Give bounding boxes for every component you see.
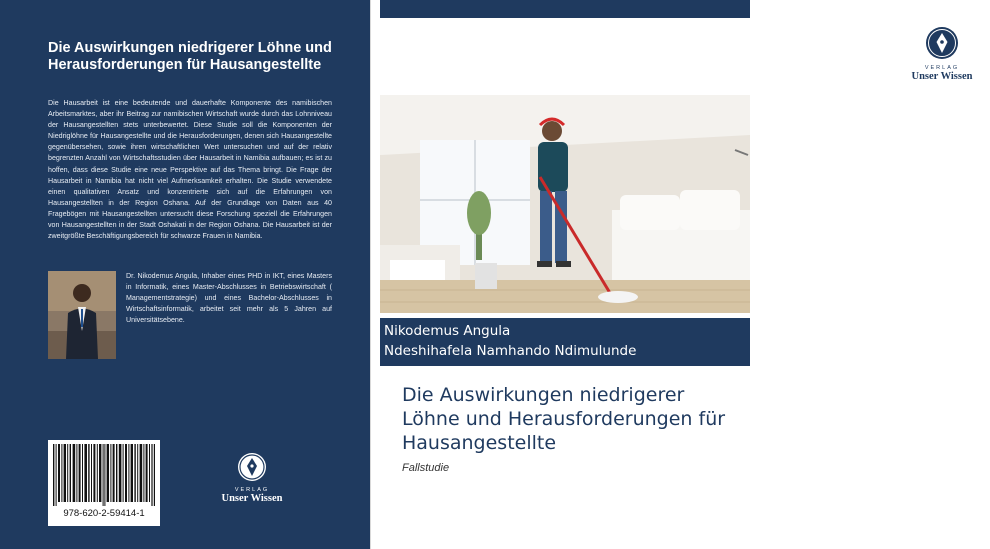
back-cover-author-bio: Dr. Nikodemus Angula, Inhaber eines PHD in IKT, eines Masters in Informatik, eines Master-Abschlusses in Betriebswirtschaft ( Managementstrategie) und eines Bachelor-Abschlusses in Wirtschaftsinformatik, arbeitet seit mehr als 5 Jahren auf Universitätsebene.: [126, 272, 332, 325]
back-cover-title: Die Auswirkungen niedrigerer Löhne und Herausforderungen für Hausangestellte: [48, 40, 332, 73]
author-band: [380, 318, 750, 366]
front-cover-subtitle: Fallstudie: [402, 462, 450, 474]
front-cover: [380, 0, 973, 549]
publisher-logo-icon: [925, 26, 959, 60]
isbn-number: 978-620-2-59414-1: [63, 508, 145, 519]
publisher-verlag-label: VERLAG: [234, 487, 270, 493]
front-top-band: [380, 0, 750, 18]
back-cover-abstract: Die Hausarbeit ist eine bedeutende und dauerhafte Komponente des namibischen Arbeitsmarktes, aber ihr Beitrag zur namibischen Wirtschaft wurde durch das Lohnniveau der Hausangestellten stets unterbewertet. Diese Studie soll die Komponenten der Niedriglöhne für Hausangestellte und die Herausforderungen, denen sich Hausangestellte gegenübersehen, sowie ihren wirtschaftlichen Wert untersuchen und auf der relativ begrenzten Anzahl von Wirtschaftsstudien über Hausarbeit in Namibia aufbauen; es ist zu hoffen, dass diese Studie eine neue Perspektive auf das Thema bringt. Die Frage der Hausarbeit in Namibia hat nicht viel Aufmerksamkeit erhalten. Die Studie verwendete einen qualitativen Ansatz und konzentrierte sich auf die Erfahrungen von Hausangestellten in der Region Oshana. Auf der Grundlage von Daten aus 40 Fragebögen mit Hausangestellten untersucht diese Forschung speziell die Erfahrungen von Hausangestellten in der Stadt Oshakati in der Region Oshana. Die Hausarbeit ist der zweitgrößte Beschäftigungsbereich für schwarze Frauen in Namibia.: [48, 99, 332, 241]
barcode: [48, 440, 160, 526]
author-photo: [48, 271, 116, 359]
cover-photo: [380, 95, 750, 313]
back-cover: [0, 0, 370, 549]
publisher-name: Unser Wissen: [221, 493, 283, 504]
author-name-1: Nikodemus Angula: [384, 323, 511, 339]
publisher-logo-icon: [237, 452, 267, 482]
publisher-verlag-label: VERLAG: [924, 65, 960, 71]
barcode-icon: [53, 444, 155, 506]
publisher-name: Unser Wissen: [911, 71, 973, 82]
author-name-2: Ndeshihafela Namhando Ndimulunde: [384, 343, 637, 359]
publisher-logo-front: [894, 22, 990, 84]
publisher-logo-back: [216, 452, 288, 506]
front-cover-title: Die Auswirkungen niedrigerer Löhne und Herausforderungen für Hausangestellte: [402, 384, 726, 454]
